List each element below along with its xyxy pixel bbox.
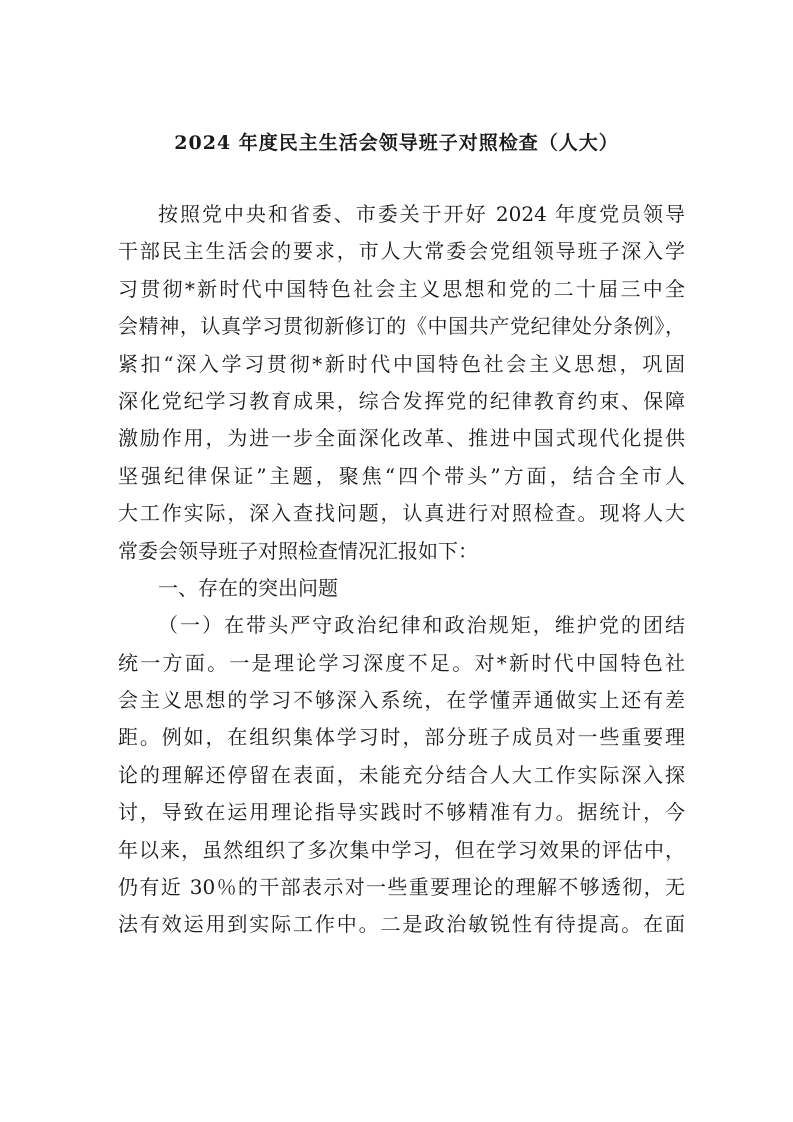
text-line: 常委会领导班子对照检查情况汇报如下：: [118, 538, 478, 563]
text-line: 大工作实际，深入查找问题，认真进行对照检查。现将人大: [118, 501, 685, 526]
text-line: 干部民主生活会的要求，市人大常委会党组领导班子深入学: [118, 239, 685, 264]
text-line: 激励作用，为进一步全面深化改革、推进中国式现代化提供: [118, 426, 685, 451]
text-line: 会精神，认真学习贯彻新修订的《中国共产党纪律处分条例》，: [118, 314, 685, 339]
text-line: 统一方面。一是理论学习深度不足。对*新时代中国特色社: [118, 650, 685, 675]
text-line: 深化党纪学习教育成果，综合发挥党的纪律教育约束、保障: [118, 388, 685, 413]
text-line: 法有效运用到实际工作中。二是政治敏锐性有待提高。在面: [118, 912, 685, 937]
text-line: 会主义思想的学习不够深入系统，在学懂弄通做实上还有差: [118, 688, 685, 713]
text-line: 距。例如，在组织集体学习时，部分班子成员对一些重要理: [118, 725, 685, 750]
text-line: 仍有近 30％的干部表示对一些重要理论的理解不够透彻，无: [118, 875, 685, 900]
text-line: 年以来，虽然组织了多次集中学习，但在学习效果的评估中，: [118, 837, 685, 862]
text-line: 一、存在的突出问题: [158, 575, 338, 600]
text-line: 论的理解还停留在表面，未能充分结合人大工作实际深入探: [118, 762, 685, 787]
document-body: [118, 196, 685, 944]
text-line: 坚强纪律保证”主题，聚焦“四个带头”方面，结合全市人: [118, 463, 685, 488]
document-title: 2024 年度民主生活会领导班子对照检查（人大）: [174, 132, 619, 154]
text-line: （一）在带头严守政治纪律和政治规矩，维护党的团结: [158, 613, 685, 638]
text-line: 讨，导致在运用理论指导实践时不够精准有力。据统计，今: [118, 800, 685, 825]
text-line: 按照党中央和省委、市委关于开好 2024 年度党员领导: [158, 202, 685, 226]
text-line: 紧扣“深入学习贯彻*新时代中国特色社会主义思想，巩固: [118, 351, 685, 376]
text-line: 习贯彻*新时代中国特色社会主义思想和党的二十届三中全: [118, 276, 685, 301]
